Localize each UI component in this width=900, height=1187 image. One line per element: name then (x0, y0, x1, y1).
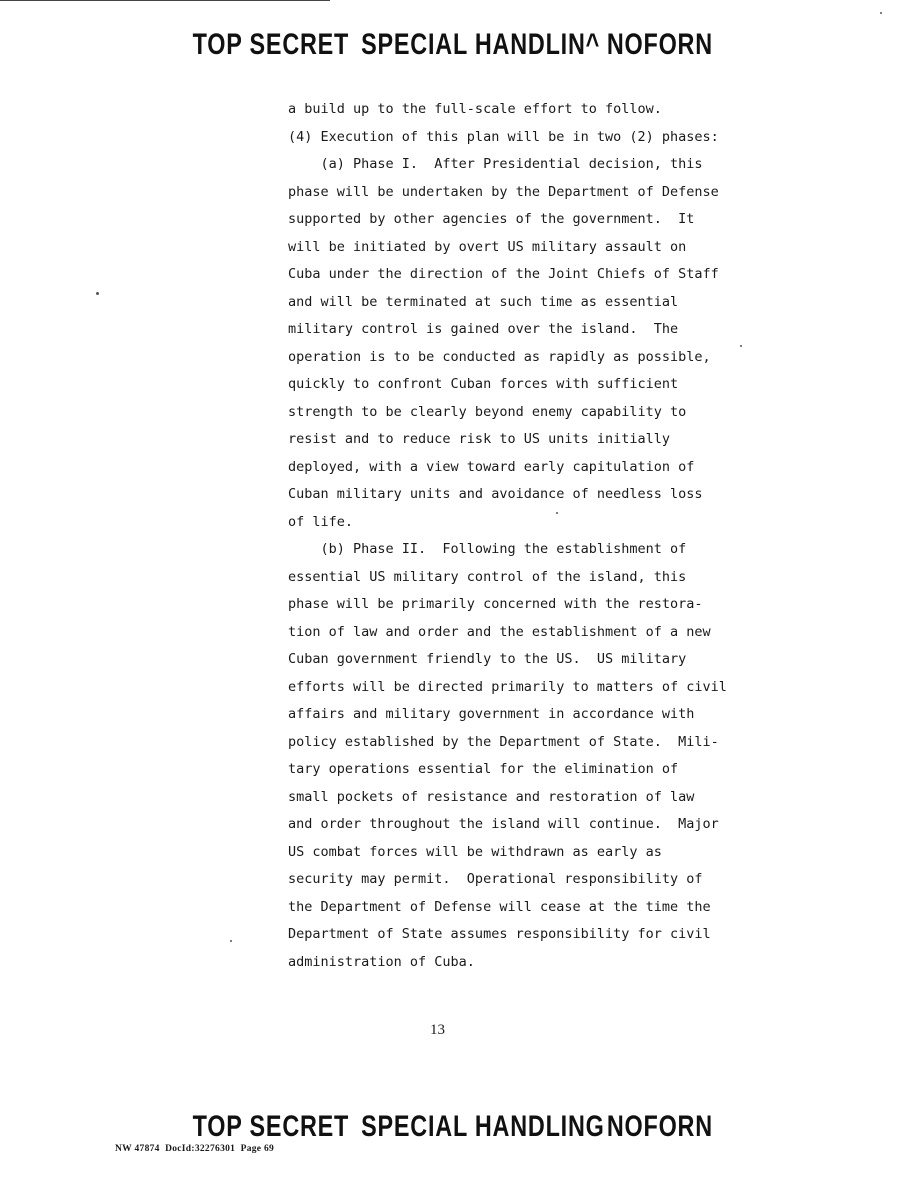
banner-top-secret: TOP SECRET (192, 1110, 350, 1143)
page-number: 13 (430, 1022, 445, 1038)
scan-speck (740, 345, 742, 347)
body-line: operation is to be conducted as rapidly as possible, (288, 348, 711, 365)
body-line: administration of Cuba. (288, 953, 475, 970)
document-id-stamp: NW 47874 DocId:32276301 Page 69 (115, 1144, 275, 1154)
body-line: a build up to the full-scale effort to follow. (288, 101, 662, 117)
body-line: (4) Execution of this plan will be in two (2) phases: (288, 128, 719, 145)
body-line: strength to be clearly beyond enemy capability to (288, 403, 687, 420)
body-line: and order throughout the island will continue. Major (288, 816, 719, 832)
body-line: (a) Phase I. After Presidential decision, this (288, 156, 703, 172)
body-line: deployed, with a view toward early capitulation of (288, 458, 695, 475)
body-line: and will be terminated at such time as essential (288, 293, 679, 310)
body-line: tary operations essential for the elimination of (288, 761, 679, 777)
body-line: Cuba under the direction of the Joint Chiefs of Staff (288, 266, 719, 282)
body-line: supported by other agencies of the government. It (288, 211, 695, 227)
scan-speck (880, 12, 882, 14)
body-line: (b) Phase II. Following the establishment of (288, 541, 687, 557)
body-line: policy established by the Department of State. Mili- (288, 733, 719, 750)
body-line: will be initiated by overt US military assault on (288, 238, 687, 255)
banner-special-handling: SPECIAL HANDLING (361, 1110, 605, 1143)
body-line: the Department of Defense will cease at the time the (288, 898, 711, 915)
scan-speck (556, 512, 558, 514)
body-line: phase will be primarily concerned with the restora- (288, 596, 703, 612)
body-line: Cuban military units and avoidance of needless loss (288, 486, 703, 502)
banner-special-handling: SPECIAL HANDLIN^ (361, 28, 601, 61)
banner-noforn: NOFORN (606, 1110, 713, 1143)
classification-banner-top (0, 28, 713, 78)
body-line: affairs and military government in accordance with (288, 706, 695, 722)
scan-speck (96, 292, 99, 295)
scan-speck (230, 940, 232, 942)
document-body (288, 96, 748, 976)
body-line: tion of law and order and the establishment of a new (288, 623, 711, 640)
classification-banner-bottom (0, 1110, 713, 1160)
top-rule (0, 0, 330, 1)
body-line: phase will be undertaken by the Department of Defense (288, 183, 719, 200)
body-line: US combat forces will be withdrawn as early as (288, 843, 662, 860)
body-line: efforts will be directed primarily to matters of civil (288, 678, 727, 695)
body-line: Cuban government friendly to the US. US military (288, 651, 687, 667)
banner-top-secret: TOP SECRET (192, 28, 350, 61)
body-line: military control is gained over the island. The (288, 321, 679, 337)
banner-noforn: NOFORN (606, 28, 713, 61)
body-line: quickly to confront Cuban forces with sufficient (288, 376, 679, 392)
body-line: Department of State assumes responsibility for civil (288, 926, 711, 942)
body-line: small pockets of resistance and restoration of law (288, 788, 695, 805)
body-line: essential US military control of the island, this (288, 568, 687, 585)
body-line: security may permit. Operational responsibility of (288, 871, 703, 887)
body-line: resist and to reduce risk to US units initially (288, 431, 671, 447)
body-line: of life. (288, 513, 354, 530)
